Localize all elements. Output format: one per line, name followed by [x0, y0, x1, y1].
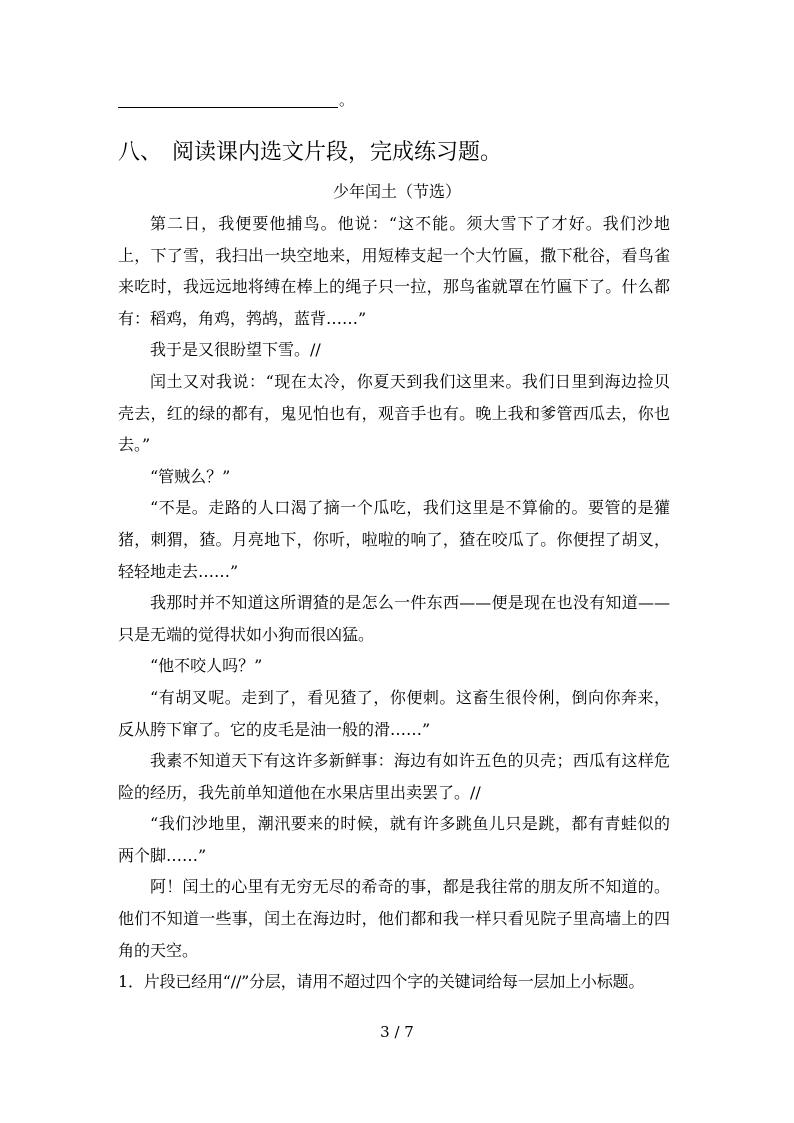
paragraph: “我们沙地里，潮汛要来的时候，就有许多跳鱼儿只是跳，都有青蛙似的两个脚……”	[118, 814, 670, 865]
paragraph: 我于是又很盼望下雪。//	[150, 340, 321, 360]
answer-line-row	[118, 88, 354, 108]
paragraph: “不是。走路的人口渴了摘一个瓜吃，我们这里是不算偷的。要管的是獾猪，刺猬，猹。月亮地下，你听，啦啦的响了，猹在咬瓜了。你便捏了胡叉，轻轻地走去……”	[118, 498, 670, 581]
section-title: 阅读课内选文片段，完成练习题。	[172, 140, 503, 165]
paragraph: 我素不知道天下有这许多新鲜事：海边有如许五色的贝壳；西瓜有这样危险的经历，我先前单知道他在水果店里出卖罢了。//	[118, 751, 670, 802]
paragraph: 阿！闰土的心里有无穷无尽的希奇的事，都是我往常的朋友所不知道的。他们不知道一些事，闰土在海边时，他们都和我一样只看见院子里高墙上的四角的天空。	[118, 877, 670, 960]
question-1: 1．片段已经用“//”分层，请用不超过四个字的关键词给每一层加上小标题。	[118, 972, 645, 992]
paragraph: “有胡叉呢。走到了，看见猹了，你便刺。这畜生很伶俐，倒向你奔来，反从胯下窜了。它的皮毛是油一般的滑……”	[118, 687, 670, 739]
passage-title: 少年闰土（节选）	[332, 182, 461, 201]
paragraph: “管贼么？”	[150, 466, 231, 486]
section-number: 八、	[118, 140, 163, 165]
paragraph: 第二日，我便要他捕鸟。他说：“这不能。须大雪下了才好。我们沙地上，下了雪，我扫出一块空地来，用短棒支起一个大竹匾，撒下秕谷，看鸟雀来吃时，我远远地将缚在棒上的绳子只一拉，那鸟雀就罩在竹匾下了。什么都有：稻鸡，角鸡，鹁鸪，蓝背……”	[118, 214, 670, 328]
paragraph: “他不咬人吗？”	[150, 656, 263, 676]
section-heading	[118, 138, 502, 168]
answer-blank-line	[118, 93, 338, 108]
passage-body	[118, 208, 670, 998]
page-number: 3 / 7	[380, 1023, 414, 1041]
paragraph: 我那时并不知道这所谓猹的是怎么一件东西——便是现在也没有知道——只是无端的觉得状如小狗而很凶猛。	[118, 593, 670, 644]
paragraph: 闰土又对我说：“现在太冷，你夏天到我们这里来。我们日里到海边捡贝壳去，红的绿的都有，鬼见怕也有，观音手也有。晚上我和爹管西瓜去，你也去。”	[118, 371, 670, 455]
answer-line-period: 。	[339, 91, 355, 109]
